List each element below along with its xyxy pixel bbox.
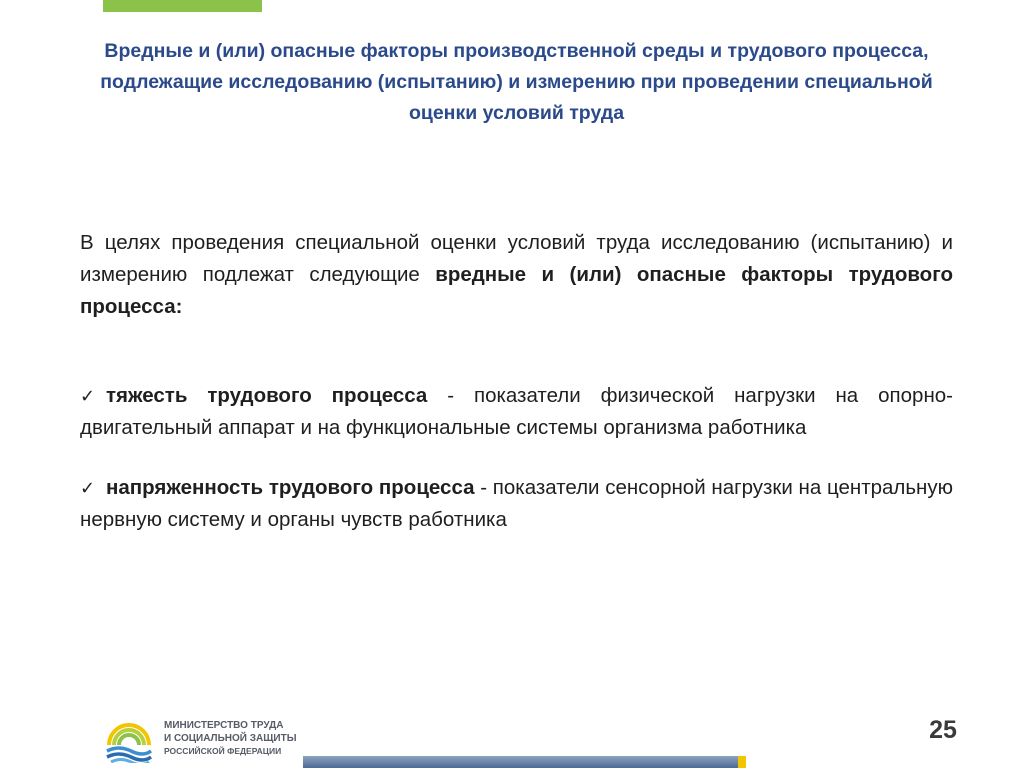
ministry-line: И СОЦИАЛЬНОЙ ЗАЩИТЫ xyxy=(164,733,297,744)
bullet-description: - показатели сенсорной нагрузки на центральную нервную систему и органы чувств работника xyxy=(80,476,953,531)
bullet-item xyxy=(80,380,953,444)
checkmark-icon: ✓ xyxy=(80,386,96,406)
slide-title: Вредные и (или) опасные факторы производственной среды и трудового процесса, подлежащие исследованию (испытанию) и измерению при проведении специальной оценки условий труда xyxy=(100,40,933,124)
bullet-item xyxy=(80,472,953,536)
ministry-line: МИНИСТЕРСТВО ТРУДА xyxy=(164,720,284,731)
top-accent-bar xyxy=(103,0,262,12)
ministry-line: РОССИЙСКОЙ ФЕДЕРАЦИИ xyxy=(164,746,282,756)
checkmark-icon: ✓ xyxy=(80,478,96,498)
intro-paragraph xyxy=(80,227,953,323)
ministry-name xyxy=(164,719,297,758)
intro-text: В целях проведения специальной оценки условий труда исследованию (испытанию) и измерению подлежат следующие xyxy=(80,231,953,286)
intro-bold-text: вредные и (или) опасные факторы трудового процесса: xyxy=(80,263,953,318)
bullet-term: тяжесть трудового процесса xyxy=(106,384,428,407)
bullet-term: напряженность трудового процесса xyxy=(106,476,475,499)
bullet-description: - показатели физической нагрузки на опорно-двигательный аппарат и на функциональные системы организма работника xyxy=(80,384,953,439)
bottom-accent xyxy=(738,756,746,768)
page-number: 25 xyxy=(929,716,957,744)
ministry-logo-icon xyxy=(105,715,153,763)
bottom-bar xyxy=(303,756,738,768)
